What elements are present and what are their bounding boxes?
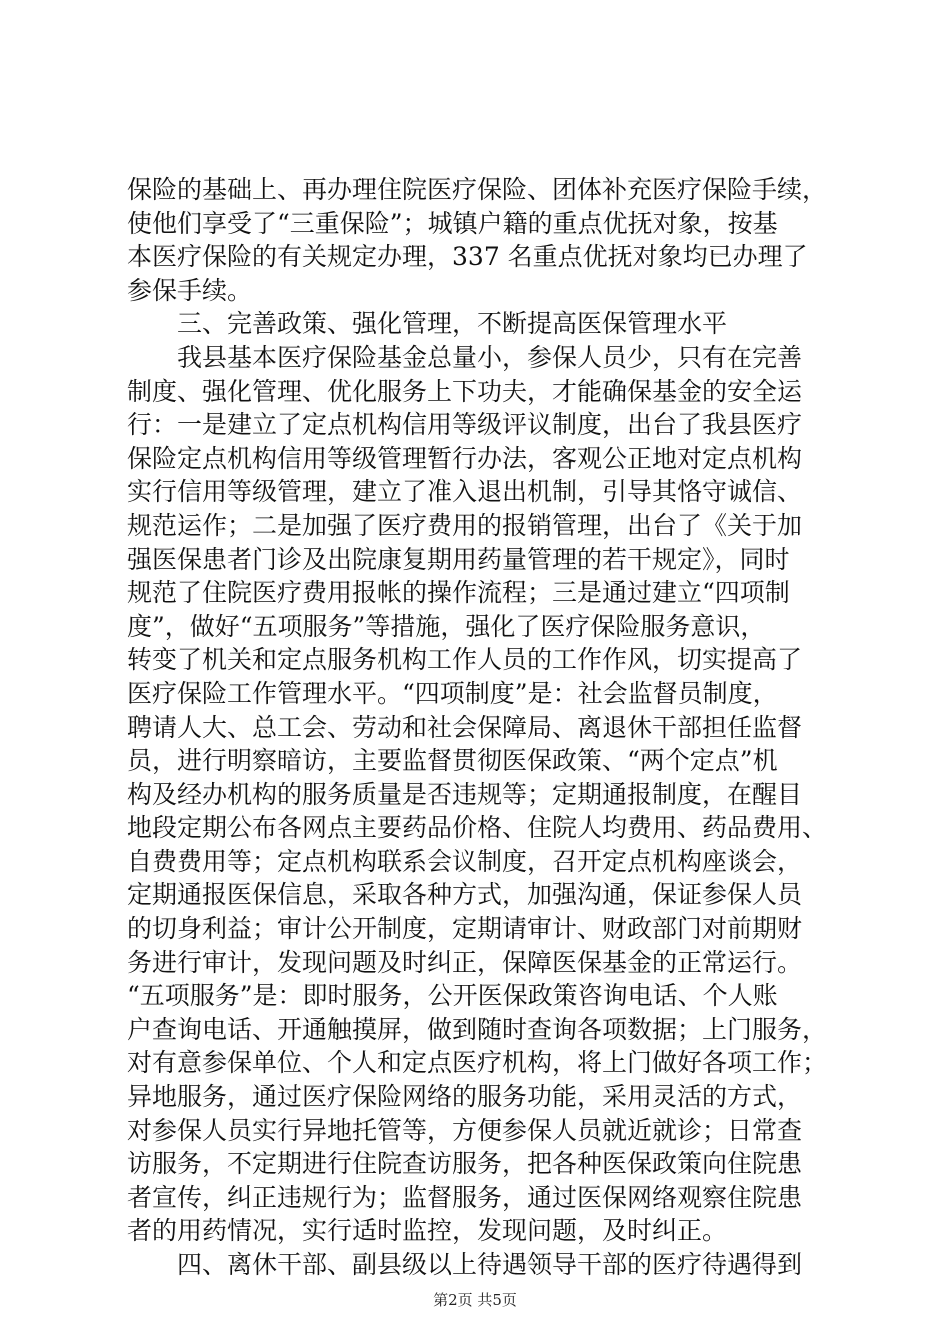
text-line: 实行信用等级管理，建立了准入退出机制，引导其恪守诚信、 (127, 477, 803, 507)
text-line: 行：一是建立了定点机构信用等级评议制度，出台了我县医疗 (127, 410, 803, 440)
section-heading: 三、完善政策、强化管理，不断提高医保管理水平 (127, 309, 728, 339)
text-line: 我县基本医疗保险基金总量小，参保人员少，只有在完善 (127, 342, 803, 372)
text-line: 制度、强化管理、优化服务上下功夫，才能确保基金的安全运 (127, 376, 803, 406)
text-line: “五项服务”是：即时服务，公开医保政策咨询电话、个人账 (127, 981, 778, 1011)
text-line: 异地服务，通过医疗保险网络的服务功能，采用灵活的方式， (127, 1082, 803, 1112)
text-line: 转变了机关和定点服务机构工作人员的工作作风，切实提高了 (127, 645, 803, 675)
text-line: 对有意参保单位、个人和定点医疗机构，将上门做好各项工作； (127, 1048, 827, 1078)
text-line: 自费费用等；定点机构联系会议制度，召开定点机构座谈会， (127, 846, 803, 876)
text-line: 员，进行明察暗访，主要监督贯彻医保政策、“两个定点”机 (127, 746, 778, 776)
text-line: 者的用药情况，实行适时监控，发现问题，及时纠正。 (127, 1216, 728, 1246)
text-line: 定期通报医保信息，采取各种方式，加强沟通，保证参保人员 (127, 880, 803, 910)
body-text (127, 173, 827, 1282)
text-line: 的切身利益；审计公开制度，定期请审计、财政部门对前期财 (127, 914, 803, 944)
text-line: 规范运作；二是加强了医疗费用的报销管理，出台了《关于加 (127, 510, 803, 540)
text-line: 本医疗保险的有关规定办理，337 名重点优抚对象均已办理了 (127, 242, 808, 272)
text-line: 规范了住院医疗费用报帐的操作流程；三是通过建立“四项制 (127, 578, 790, 608)
text-line: 构及经办机构的服务质量是否违规等；定期通报制度，在醒目 (127, 779, 803, 809)
section-heading: 四、离休干部、副县级以上待遇领导干部的医疗待遇得到 (127, 1250, 803, 1279)
text-line: 度”，做好“五项服务”等措施，强化了医疗保险服务意识， (127, 611, 766, 641)
text-line: 医疗保险工作管理水平。“四项制度”是：社会监督员制度， (127, 678, 778, 708)
page-footer: 第2页 共5页 (433, 1291, 517, 1309)
text-line: 户查询电话、开通触摸屏，做到随时查询各项数据；上门服务， (127, 1014, 827, 1044)
text-line: 聘请人大、总工会、劳动和社会保障局、离退休干部担任监督 (127, 712, 803, 742)
text-line: 务进行审计，发现问题及时纠正，保障医保基金的正常运行。 (127, 947, 803, 977)
text-line: 强医保患者门诊及出院康复期用药量管理的若干规定》，同时 (127, 544, 790, 574)
text-line: 保险的基础上、再办理住院医疗保险、团体补充医疗保险手续， (127, 175, 827, 204)
text-line: 保险定点机构信用等级管理暂行办法，客观公正地对定点机构 (127, 443, 803, 473)
text-line: 地段定期公布各网点主要药品价格、住院人均费用、药品费用、 (127, 813, 827, 843)
text-line: 者宣传，纠正违规行为；监督服务，通过医保网络观察住院患 (127, 1182, 803, 1212)
text-line: 使他们享受了“三重保险”；城镇户籍的重点优抚对象，按基 (127, 208, 778, 238)
text-line: 参保手续。 (127, 275, 253, 305)
text-line: 对参保人员实行异地托管等，方便参保人员就近就诊；日常查 (127, 1115, 803, 1145)
text-line: 访服务，不定期进行住院查访服务，把各种医保政策向住院患 (127, 1149, 803, 1179)
